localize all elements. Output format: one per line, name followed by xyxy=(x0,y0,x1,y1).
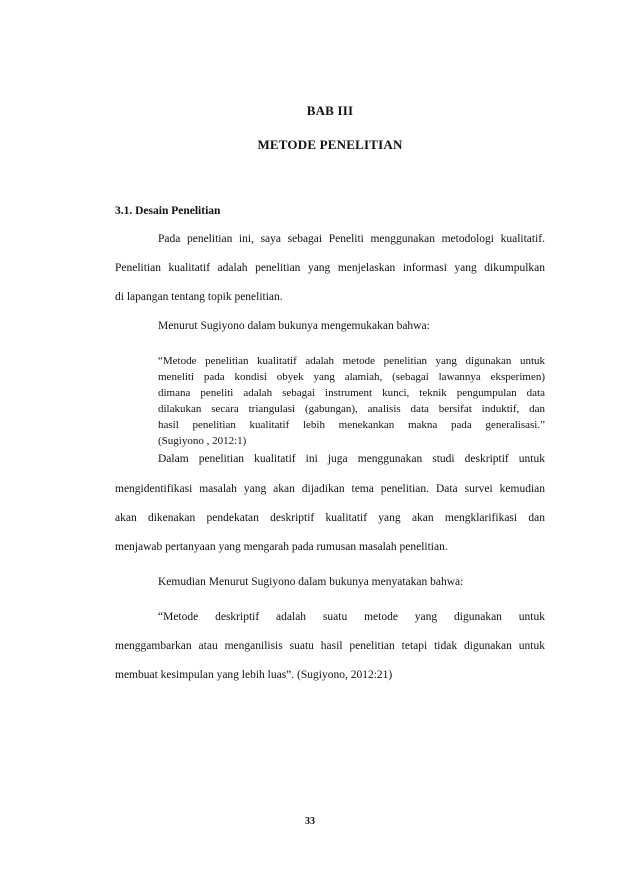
page-number: 33 xyxy=(305,816,315,827)
paragraph-4: Kemudian Menurut Sugiyono dalam bukunya menyatakan bahwa: xyxy=(158,576,464,588)
paragraph-1-line-2: Penelitian kualitatif adalah penelitian yang menjelaskan informasi yang dikumpulkan xyxy=(115,262,545,274)
paragraph-5-line-2: menggambarkan atau menganilisis suatu hasil penelitian tetapi tidak digunakan untuk xyxy=(115,640,545,652)
paragraph-1-line-3: di lapangan tentang topik penelitian. xyxy=(115,291,283,303)
chapter-title: METODE PENELITIAN xyxy=(257,137,403,152)
quote-1-line-4: dilakukan secara triangulasi (gabungan), analisis data bersifat induktif, dan xyxy=(158,403,545,415)
section-heading: 3.1. Desain Penelitian xyxy=(115,205,221,217)
paragraph-3-line-2: mengidentifikasi masalah yang akan dijadikan tema penelitian. Data survei kemudian xyxy=(115,483,545,495)
quote-1-line-3: dimana peneliti adalah sebagai instrument kunci, teknik pengumpulan data xyxy=(158,387,545,399)
quote-1-line-1: “Metode penelitian kualitatif adalah metode penelitian yang digunakan untuk xyxy=(158,355,545,367)
paragraph-2: Menurut Sugiyono dalam bukunya mengemukakan bahwa: xyxy=(158,320,430,332)
paragraph-5-line-1: “Metode deskriptif adalah suatu metode yang digunakan untuk xyxy=(158,611,545,623)
quote-1-line-5: hasil penelitian kualitatif lebih menekankan makna pada generalisasi.” xyxy=(158,419,545,431)
chapter-number: BAB III xyxy=(306,103,354,118)
paragraph-3-line-4: menjawab pertanyaan yang mengarah pada rumusan masalah penelitian. xyxy=(115,541,448,553)
quote-1-line-2: meneliti pada kondisi obyek yang alamiah, (sebagai lawannya eksperimen) xyxy=(158,371,545,383)
paragraph-3-line-3: akan dikenakan pendekatan deskriptif kualitatif yang akan mengklarifikasi dan xyxy=(115,512,545,524)
paragraph-1-line-1: Pada penelitian ini, saya sebagai Peneliti menggunakan metodologi kualitatif. xyxy=(158,233,545,245)
quote-1-citation: (Sugiyono , 2012:1) xyxy=(158,435,247,447)
paragraph-5-line-3: membuat kesimpulan yang lebih luas”. (Sugiyono, 2012:21) xyxy=(115,669,393,681)
paragraph-3-line-1: Dalam penelitian kualitatif ini juga menggunakan studi deskriptif untuk xyxy=(158,453,545,465)
